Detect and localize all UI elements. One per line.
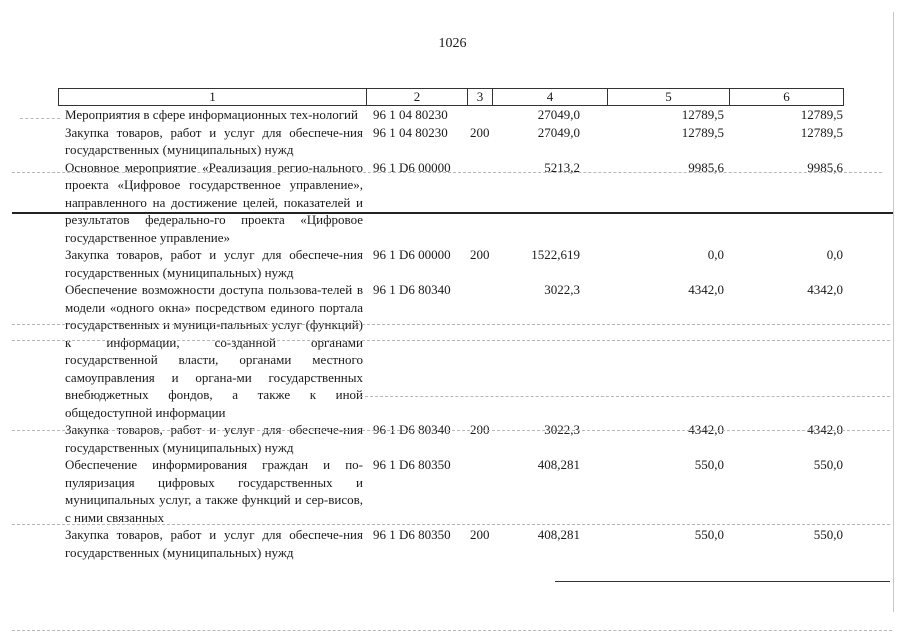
column-header-1: 1: [59, 89, 367, 106]
row-value-4: 3022,3: [544, 422, 580, 437]
scan-artifact-line: [12, 172, 882, 173]
row-value-6: 9985,6: [807, 159, 843, 175]
scan-artifact-line: [12, 340, 890, 341]
row-value-4: 3022,3: [544, 282, 580, 297]
row-code: 96 1 D6 00000: [373, 159, 451, 175]
table-row: [0, 421, 905, 456]
row-value-4: 27049,0: [537, 124, 580, 140]
row-value-6: 4342,0: [807, 422, 843, 437]
row-value-6: 12789,5: [800, 107, 843, 122]
column-header-6: 6: [730, 89, 844, 106]
row-code: 96 1 D6 00000: [373, 247, 451, 262]
row-value-6: 550,0: [813, 527, 843, 542]
row-code: 96 1 D6 80350: [373, 457, 451, 472]
scan-artifact-line: [20, 118, 60, 119]
row-name: Обеспечение информирования граждан и по-пуляризация цифровых государственных и муниципальных услуг, а также функций и сер-висов, с ними связанных: [65, 457, 363, 525]
row-value-5: 0,0: [707, 247, 724, 262]
row-value-5: 550,0: [694, 457, 724, 472]
row-value-5: 4342,0: [688, 282, 724, 297]
table-row: [0, 526, 905, 561]
row-name: Основное мероприятие «Реализация регио-нального проекта «Цифровое государственное управление», направленного на достижение целей, показателей и результатов федерально-го проекта «Цифровое государственное управление»: [65, 159, 363, 245]
row-value-4: 5213,2: [544, 159, 580, 175]
row-code: 96 1 D6 80350: [373, 527, 451, 542]
row-vr: 200: [470, 124, 490, 140]
row-name: Закупка товаров, работ и услуг для обеспече-ния государственных (муниципальных) нужд: [65, 422, 363, 455]
row-vr: 200: [470, 422, 490, 437]
scan-artifact-line: [12, 324, 890, 325]
scan-artifact-line: [12, 430, 890, 431]
row-name: Закупка товаров, работ и услуг для обеспече-ния государственных (муниципальных) нужд: [65, 247, 363, 280]
row-code: 96 1 D6 80340: [373, 282, 451, 297]
column-header-table: [58, 88, 844, 106]
row-value-5: 12789,5: [681, 107, 724, 122]
row-value-4: 408,281: [537, 527, 580, 542]
column-header-5: 5: [608, 89, 730, 106]
row-name: Закупка товаров, работ и услуг для обеспече-ния государственных (муниципальных) нужд: [65, 124, 363, 157]
row-value-5: 12789,5: [681, 124, 724, 140]
row-code: 96 1 04 80230: [373, 124, 448, 140]
row-value-6: 4342,0: [807, 282, 843, 297]
scan-artifact-line: [12, 630, 892, 631]
row-name: Мероприятия в сфере информационных тех-нологий: [65, 107, 358, 122]
table-row: [0, 456, 905, 526]
section-divider-line: [12, 212, 893, 214]
table-row: [0, 281, 905, 421]
bottom-rule-line: [555, 581, 890, 582]
row-value-6: 12789,5: [800, 124, 843, 140]
table-row: [0, 106, 905, 124]
page-number: 1026: [438, 36, 467, 51]
column-header-2: 2: [367, 89, 468, 106]
column-header-3: 3: [468, 89, 493, 106]
row-code: 96 1 04 80230: [373, 107, 448, 122]
scan-artifact-line: [360, 396, 890, 397]
row-value-4: 1522,619: [531, 247, 580, 262]
row-value-6: 550,0: [813, 457, 843, 472]
column-header-4: 4: [493, 89, 608, 106]
table-row: [0, 246, 905, 281]
row-value-6: 0,0: [826, 247, 843, 262]
row-name: Обеспечение возможности доступа пользова-телей в модели «одного окна» посредством единого портала государственных и муници-пальных услуг (функций) к информации, со-зданной органами государственной власти, органами местного самоуправления и органа-ми государственных внебюджетных фондов, а также к иной общедоступной информации: [65, 282, 363, 420]
row-value-4: 408,281: [537, 457, 580, 472]
row-value-5: 4342,0: [688, 422, 724, 437]
row-vr: 200: [470, 527, 490, 542]
row-vr: 200: [470, 247, 490, 262]
row-value-4: 27049,0: [537, 107, 580, 122]
row-value-5: 550,0: [694, 527, 724, 542]
row-code: 96 1 D6 80340: [373, 422, 451, 437]
budget-rows: [0, 106, 905, 561]
row-value-5: 9985,6: [688, 159, 724, 175]
column-header-row: [59, 89, 844, 106]
row-name: Закупка товаров, работ и услуг для обеспече-ния государственных (муниципальных) нужд: [65, 527, 363, 560]
table-row: [0, 124, 905, 159]
scan-artifact-line: [12, 524, 890, 525]
